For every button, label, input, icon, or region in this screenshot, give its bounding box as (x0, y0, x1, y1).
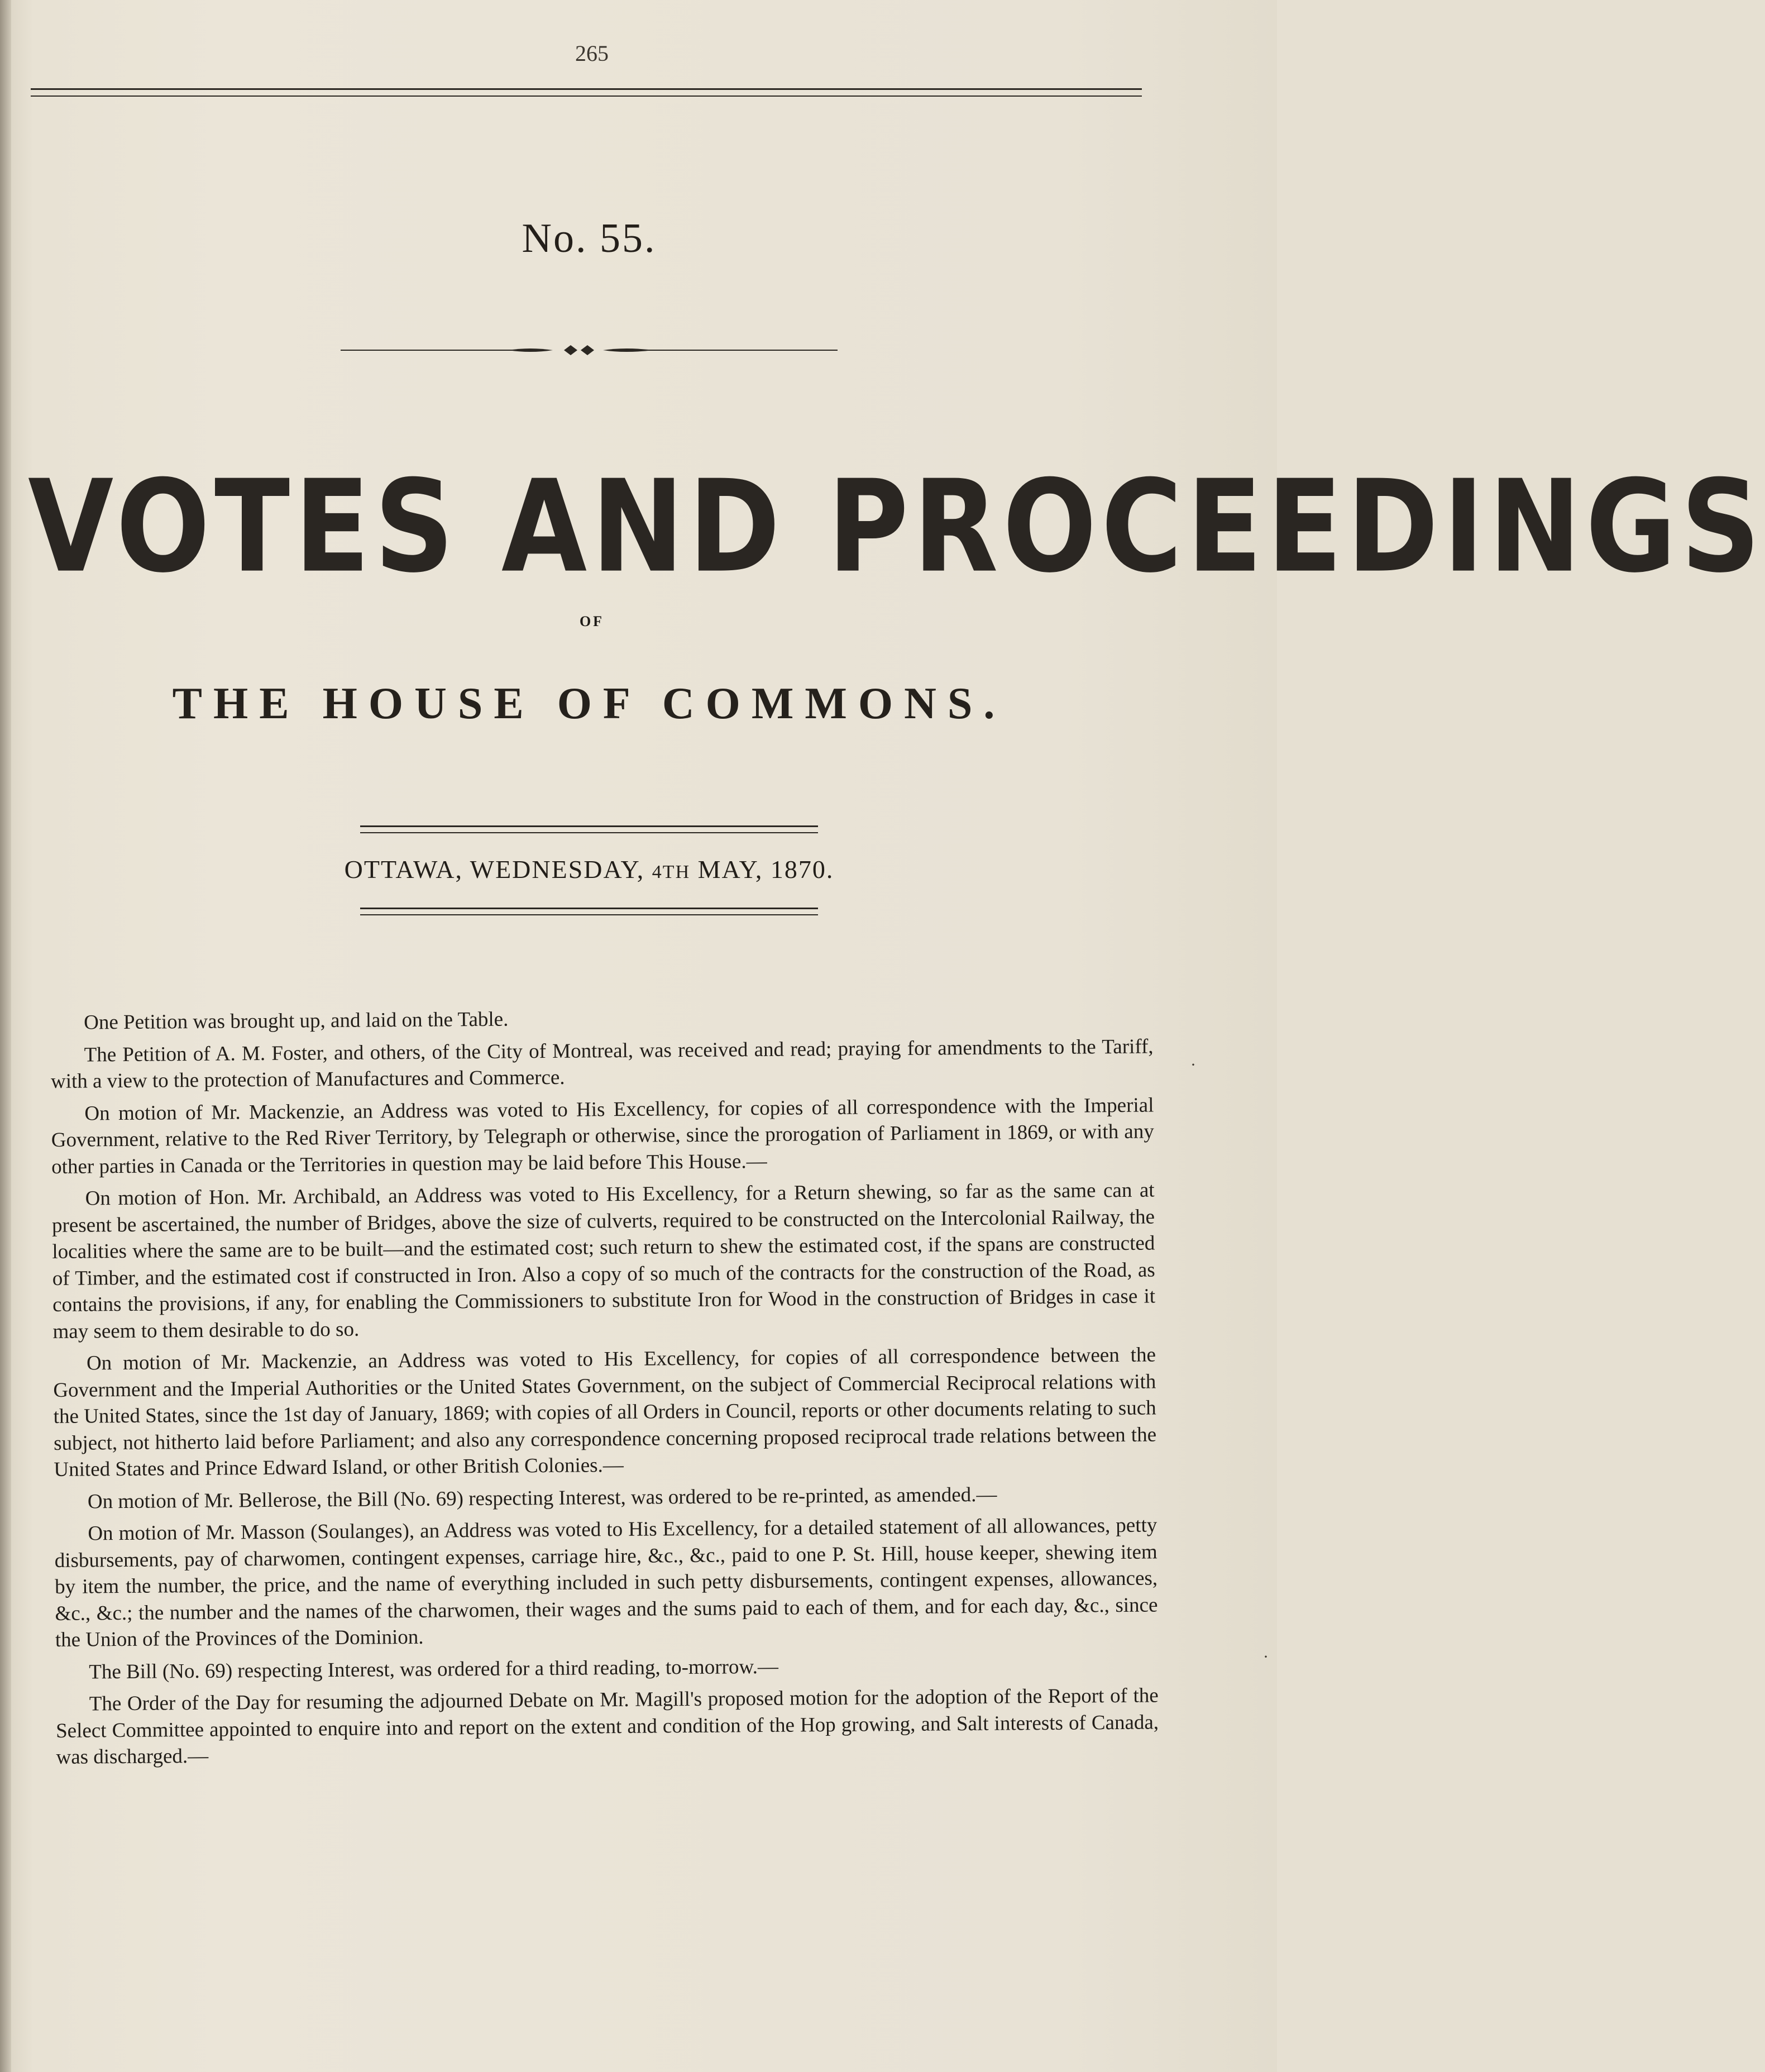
ornament-divider (341, 342, 838, 359)
dateline-rule-top (360, 825, 818, 833)
header-rule (31, 88, 1142, 97)
paper-speck: · (1190, 1056, 1196, 1074)
dateline-prefix: OTTAWA, WEDNESDAY, (344, 855, 645, 884)
paper-speck: · (1263, 1648, 1269, 1666)
issue-number: No. 55. (522, 216, 657, 261)
dateline (0, 854, 1178, 884)
dateline-rule-bottom (360, 908, 818, 915)
paragraph: On motion of Hon. Mr. Archibald, an Address was voted to His Excellency, for a Return shewing, so far as the same can at present be ascertained, the number of Bridges, above the size of culverts, required to be constructed on the Intercolonial Railway, the localities where the same are to be built—and the estimated cost; such return to shew the estimated cost, if the spans are constructed of Timber, and the estimated cost if constructed in Iron. Also a copy of so much of the contracts for the construction of the Road, as contains the provisions, if any, for enabling the Commissioners to substitute Iron for Wood in the construction of Bridges in case it may seem to them desirable to do so. (51, 1178, 1156, 1343)
proceedings-body (50, 1001, 1159, 1770)
page-number: 265 (575, 41, 609, 66)
paragraph: On motion of Mr. Masson (Soulanges), an Address was voted to His Excellency, for a detailed statement of all allowances, petty disbursements, pay of charwomen, contingent expenses, carriage hire, &c., &c., paid to one P. St. Hill, house keeper, shewing item by item the number, the price, and the name of everything included in such petty disbursements, contingent expenses, allowances, &c., &c.; the number and the names of the charwomen, their wages and the sums paid to each of them, and for each day, &c., since the Union of the Provinces of the Dominion. (54, 1514, 1158, 1651)
main-title: VOTES AND PROCEEDINGS (28, 452, 1765, 601)
paragraph: The Petition of A. M. Foster, and others, of the City of Montreal, was received and read; praying for amendments to the Tariff, with a view to the protection of Manufactures and Commerce. (50, 1034, 1154, 1093)
paragraph: The Bill (No. 69) respecting Interest, was ordered for a third reading, to-morrow.— (89, 1655, 779, 1683)
paragraph: On motion of Mr. Bellerose, the Bill (No. 69) respecting Interest, was ordered to be re-printed, as amended.— (87, 1483, 997, 1514)
dateline-suffix: MAY, 1870. (697, 855, 834, 884)
dateline-day: 4TH (652, 862, 691, 882)
paragraph: The Order of the Day for resuming the adjourned Debate on Mr. Magill's proposed motion for the adoption of the Report of the Select Committee appointed to enquire into and report on the extent and condition of the Hop growing, and Salt interests of Canada, was discharged.— (55, 1684, 1159, 1769)
house-title: THE HOUSE OF COMMONS. (172, 679, 1006, 728)
paragraph: One Petition was brought up, and laid on the Table. (84, 1008, 509, 1034)
paragraph: On motion of Mr. Mackenzie, an Address was voted to His Excellency, for copies of all correspondence between the Government and the Imperial Authorities or the United States Government, on the subject of Commercial Reciprocal relations with the United States, since the 1st day of January, 1869; with copies of all Orders in Council, reports or other documents relating to such subject, not hitherto laid before Parliament; and also any correspondence concerning proposed reciprocal trade relations between the United States and Prince Edward Island, or other British Colonies.— (53, 1343, 1157, 1481)
binding-gutter (0, 0, 11, 2072)
of-label: OF (579, 613, 605, 629)
paragraph: On motion of Mr. Mackenzie, an Address was voted to His Excellency, for copies of all correspondence with the Imperial Government, relative to the Red River Territory, by Telegraph or otherwise, since the prorogation of Parliament in 1869, or with any other parties in Canada or the Territories in question may be laid before This House.— (51, 1093, 1154, 1178)
